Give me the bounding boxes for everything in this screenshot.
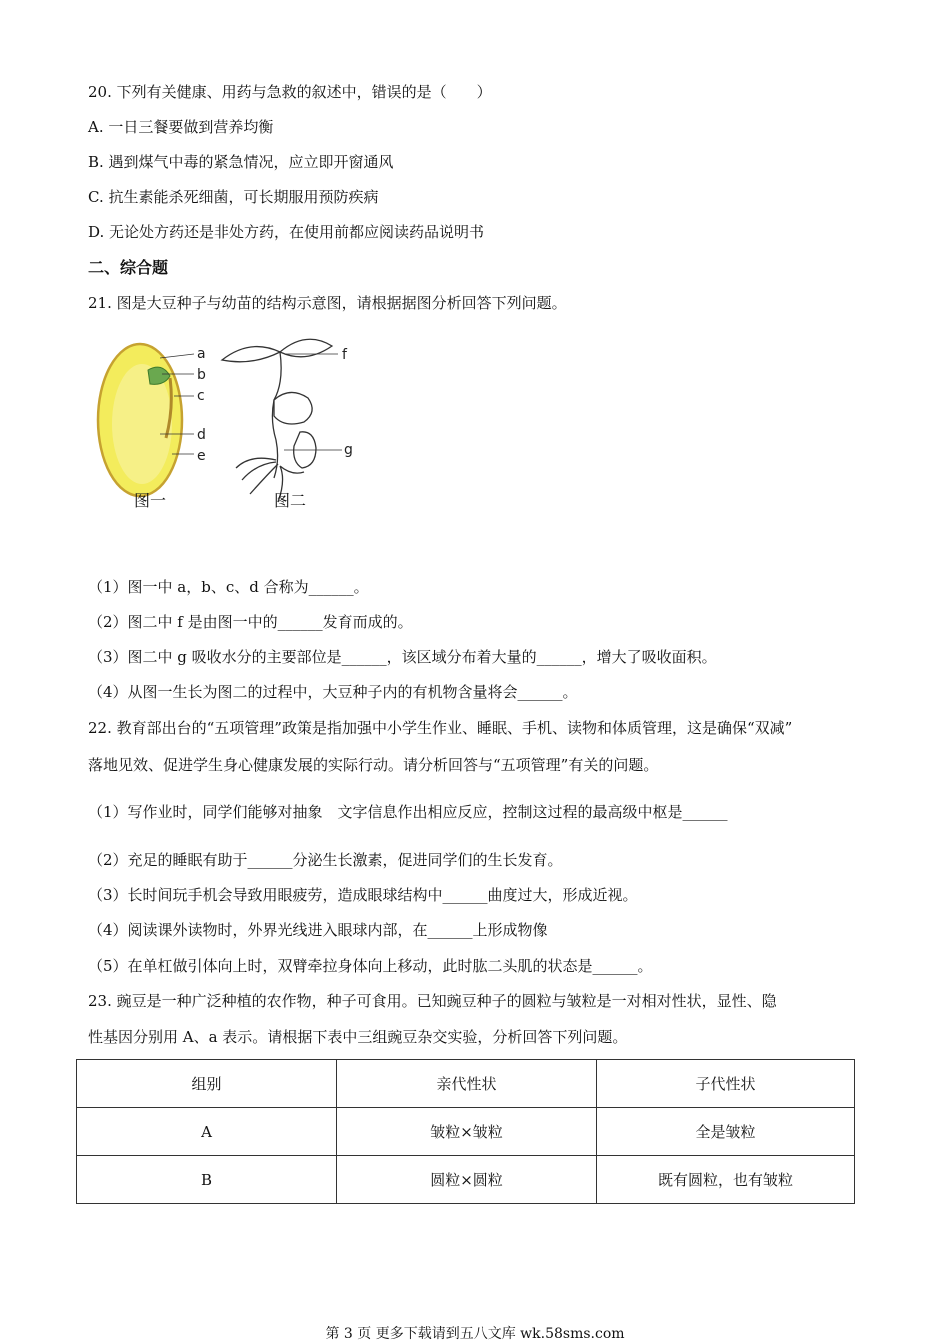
table-cell: A [77,1108,337,1156]
figure-1-caption: 图一 [134,491,167,510]
q21-sub-4: （4）从图一生长为图二的过程中，大豆种子内的有机物含量将会______。 [88,683,578,701]
q20-option-c: C. 抗生素能杀死细菌，可长期服用预防疾病 [88,188,379,206]
header-parent-trait: 亲代性状 [337,1060,597,1108]
q20-stem: 20. 下列有关健康、用药与急救的叙述中，错误的是（ ） [88,83,492,101]
q22-sub-1: （1）写作业时，同学们能够对抽象 文字信息作出相应反应，控制这过程的最高级中枢是______ [88,803,728,821]
table-row [77,1108,855,1156]
q21-sub-2: （2）图二中 f 是由图一中的______发育而成的。 [88,613,413,631]
seed-diagram [98,344,206,496]
page-footer: 第 3 页 更多下载请到五八文库 wk.58sms.com [325,1326,625,1342]
pea-cross-table [76,1059,855,1204]
label-c: c [197,388,205,404]
table-row [77,1156,855,1204]
q23-stem-line1: 23. 豌豆是一种广泛种植的农作物，种子可食用。已知豌豆种子的圆粒与皱粒是一对相对性状，显性、隐 [88,992,777,1010]
table-cell: 皱粒×皱粒 [337,1108,597,1156]
header-group: 组别 [77,1060,337,1108]
q22-sub-2: （2）充足的睡眠有助于______分泌生长激素，促进同学们的生长发育。 [88,851,563,869]
label-a: a [197,346,206,362]
table-header-row [77,1060,855,1108]
table-cell: 圆粒×圆粒 [337,1156,597,1204]
figure-2-caption: 图二 [274,491,307,510]
label-e: e [197,448,206,464]
q22-stem-line1: 22. 教育部出台的“五项管理”政策是指加强中小学生作业、睡眠、手机、读物和体质管理，这是确保“双减” [88,719,793,737]
label-g: g [344,442,353,458]
section-heading: 二、综合题 [88,258,169,277]
q23-stem-line2: 性基因分别用 A、a 表示。请根据下表中三组豌豆杂交实验，分析回答下列问题。 [88,1028,628,1046]
label-f: f [342,347,347,363]
q21-sub-3: （3）图二中 g 吸收水分的主要部位是______，该区域分布着大量的______，增大了吸收面积。 [88,648,717,666]
label-b: b [197,367,206,383]
table-cell: 既有圆粒，也有皱粒 [597,1156,855,1204]
q22-sub-4: （4）阅读课外读物时，外界光线进入眼球内部，在______上形成物像 [88,921,548,939]
soybean-figure [90,332,370,512]
q21-stem: 21. 图是大豆种子与幼苗的结构示意图，请根据据图分析回答下列问题。 [88,294,567,312]
table-cell: B [77,1156,337,1204]
table-cell: 全是皱粒 [597,1108,855,1156]
header-offspring-trait: 子代性状 [597,1060,855,1108]
seedling-diagram [222,339,342,502]
q20-option-d: D. 无论处方药还是非处方药，在使用前都应阅读药品说明书 [88,223,485,241]
q22-sub-3: （3）长时间玩手机会导致用眼疲劳，造成眼球结构中______曲度过大，形成近视。 [88,886,638,904]
q20-option-b: B. 遇到煤气中毒的紧急情况，应立即开窗通风 [88,153,394,171]
q22-stem-line2: 落地见效、促进学生身心健康发展的实际行动。请分析回答与“五项管理”有关的问题。 [88,756,659,774]
q20-option-a: A. 一日三餐要做到营养均衡 [88,118,274,136]
label-d: d [197,427,206,443]
q22-sub-5: （5）在单杠做引体向上时，双臂牵拉身体向上移动，此时肱二头肌的状态是______。 [88,957,653,975]
q21-sub-1: （1）图一中 a，b、c、d 合称为______。 [88,578,369,596]
